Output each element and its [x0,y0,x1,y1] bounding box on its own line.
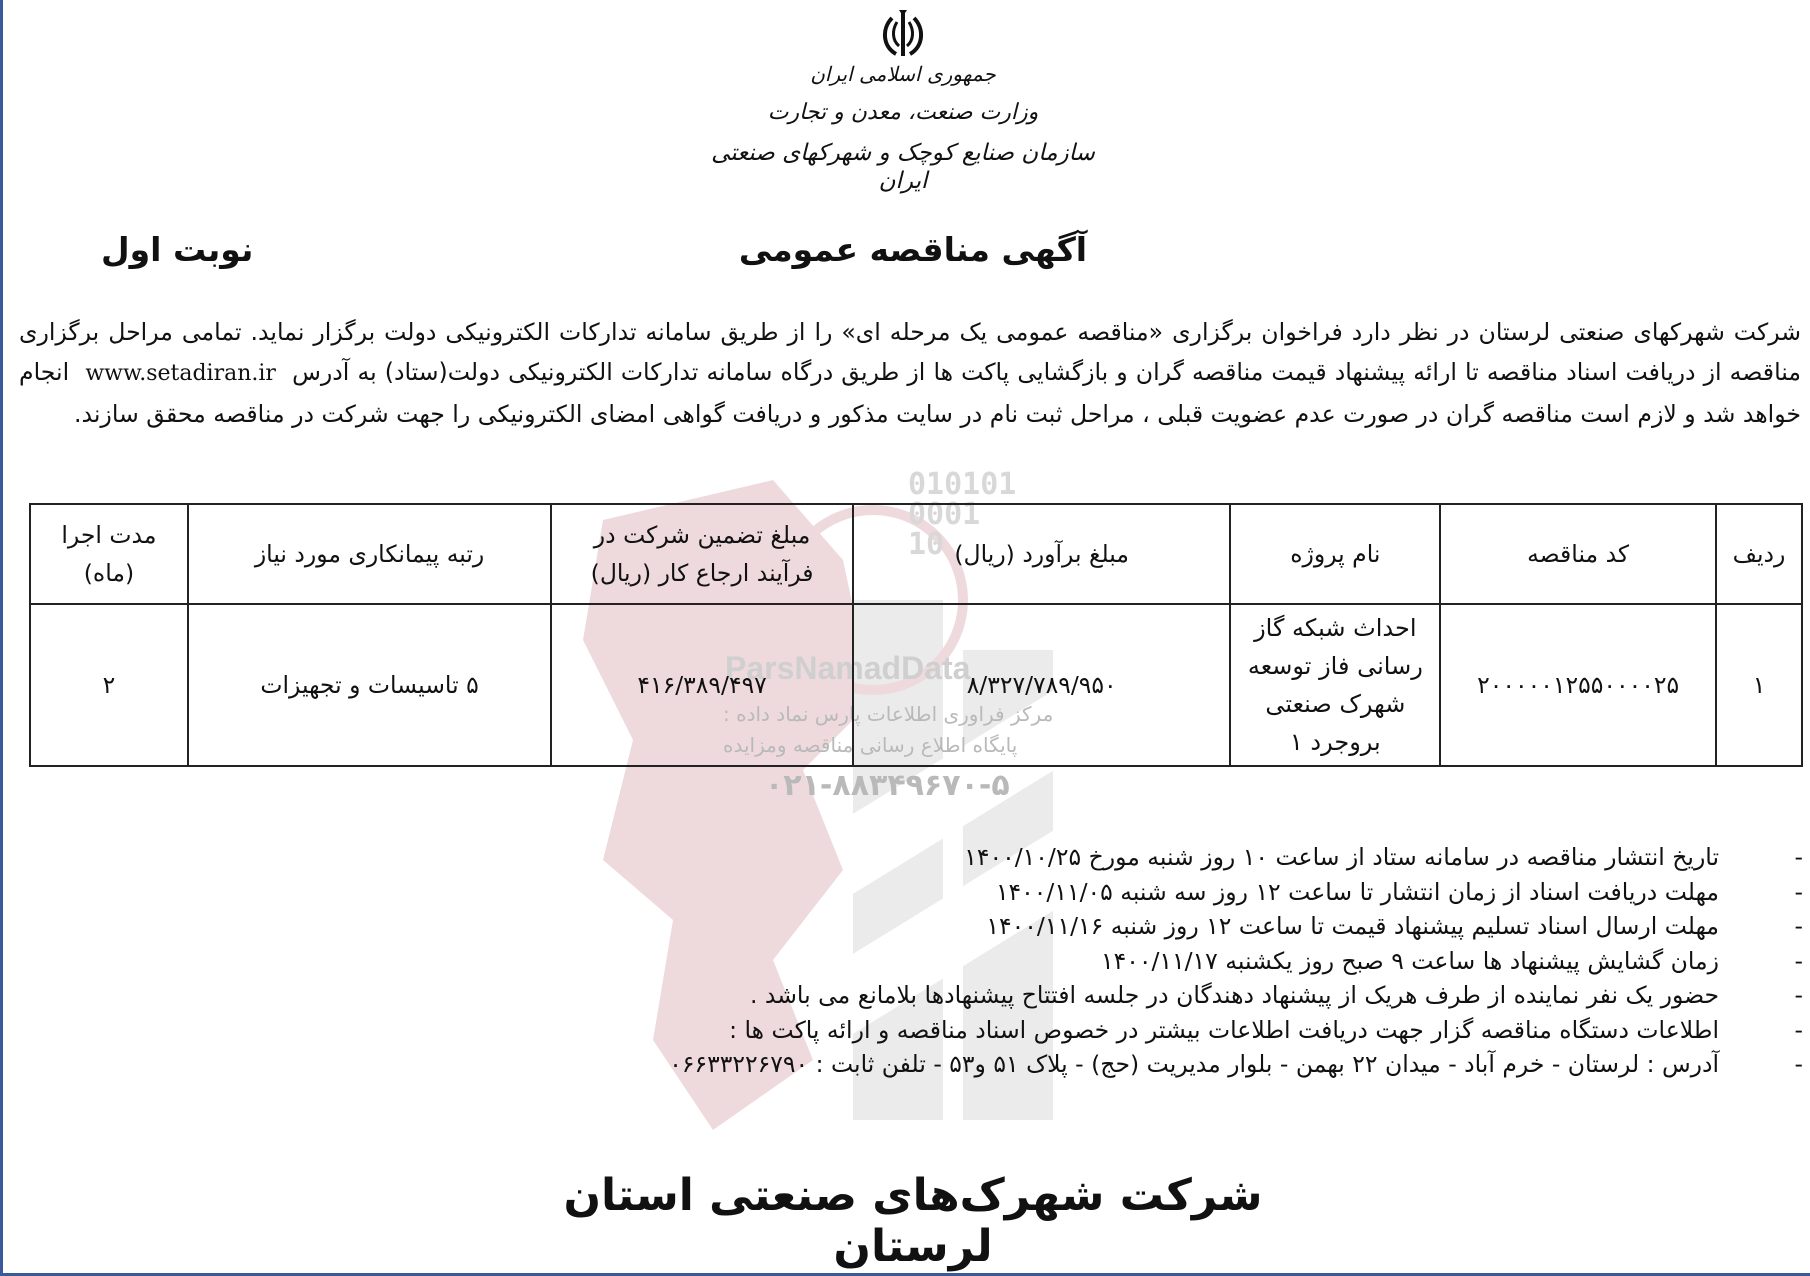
list-item: - مهلت ارسال اسناد تسلیم پیشنهاد قیمت تا ساعت ۱۲ روز شنبه ۱۴۰۰/۱۱/۱۶ [986,912,1803,940]
watermark-line-1: مرکز فراوری اطلاعات پارس نماد داده : [723,702,1054,726]
header-guarantee: مبلغ تضمین شرکت در فرآیند ارجاع کار (ریال) [551,504,853,604]
intro-paragraph [19,312,1801,434]
watermark-binary: 010101 0001 10 [908,467,1017,562]
list-item: - اطلاعات دستگاه مناقصه گزار جهت دریافت اطلاعات بیشتر در خصوص اسناد مناقصه و ارائه پاکت ها : [729,1015,1803,1044]
list-item: - حضور یک نفر نماینده از طرف هریک از پیشنهاد دهندگان در جلسه افتتاح پیشنهادها بلامانع می باشد . [749,981,1803,1009]
org-line-2: وزارت صنعت، معدن و تجارت [767,100,1039,125]
tender-table [29,503,1803,767]
notice-title: آگهی مناقصه عمومی [738,230,1088,269]
header-row-no: ردیف [1716,504,1802,604]
header-tender-code: کد مناقصه [1440,504,1716,604]
setad-url-link[interactable]: www.setadiran.ir [85,360,276,386]
list-item: - آدرس : لرستان - خرم آباد - میدان ۲۲ بهمن - بلوار مدیریت (حج) - پلاک ۵۱ و۵۳ - تلفن ثابت : ۰۶۶۳۳۲۲۶۷۹۰ [669,1050,1803,1078]
list-item: - تاریخ انتشار مناقصه در سامانه ستاد از ساعت ۱۰ روز شنبه مورخ ۱۴۰۰/۱۰/۲۵ [964,843,1803,871]
table-header-row [30,504,1802,604]
organisation-header [703,58,1103,196]
watermark-brand: ParsNamadData [725,650,971,686]
cell-rank: ۵ تاسیسات و تجهیزات [188,604,551,766]
org-line-3: سازمان صنایع کوچک و شهرکهای صنعتی ایران [711,140,1095,194]
header-duration: مدت اجرا (ماه) [30,504,188,604]
watermark-phone: ۰۲۱-۸۸۳۴۹۶۷۰-۵ [765,768,1010,803]
header-rank: رتبه پیمانکاری مورد نیاز [188,504,551,604]
list-item: - زمان گشایش پیشنهاد ها ساعت ۹ صبح روز یکشنبه ۱۴۰۰/۱۱/۱۷ [1100,946,1803,975]
intro-text-2: انجام خواهد شد و لازم است مناقصه گران در صورت عدم عضویت قبلی ، مراحل ثبت نام در سایت مذکور و دریافت گواهی امضای الکترونیکی را جهت شرکت در مناقصه محقق سازند. [19,357,1801,428]
list-item: - مهلت دریافت اسناد از زمان انتشار تا ساعت ۱۲ روز سه شنبه ۱۴۰۰/۱۱/۰۵ [995,877,1803,906]
cell-estimate: ۸/۳۲۷/۷۸۹/۹۵۰ [853,604,1231,766]
iran-emblem-icon [878,8,928,63]
header-project-name: نام پروژه [1230,504,1440,604]
org-line-1: جمهوری اسلامی ایران [810,62,996,86]
footer-company-name: شرکت شهرک‌های صنعتی استان لرستان [563,1170,1263,1272]
watermark-line-2: پایگاه اطلاع رسانی مناقصه ومزایده [723,733,1018,757]
cell-guarantee: ۴۱۶/۳۸۹/۴۹۷ [551,604,853,766]
header-estimate: مبلغ برآورد (ریال) [853,504,1231,604]
cell-row-no: ۱ [1716,604,1802,766]
intro-text-1: شرکت شهرکهای صنعتی لرستان در نظر دارد فراخوان برگزاری «مناقصه عمومی یک مرحله ای» را از طریق سامانه تدارکات الکترونیکی دولت برگزار نماید. تمامی مراحل برگزاری مناقصه از دریافت اسناد مناقصه تا ارائه پیشنهاد قیمت مناقصه گران و بازگشایی پاکت ها از طریق درگاه سامانه تدارکات الکترونیکی دولت(ستاد) به آدرس [19,317,1802,386]
notes-list [133,840,1803,1082]
cell-project-name: احداث شبکه گاز رسانی فاز توسعه شهرک صنعتی بروجرد ۱ [1230,604,1440,766]
notice-round: نوبت اول [101,230,254,269]
cell-tender-code: ۲۰۰۰۰۰۱۲۵۵۰۰۰۰۲۵ [1440,604,1716,766]
table-row [30,604,1802,766]
cell-duration: ۲ [30,604,188,766]
